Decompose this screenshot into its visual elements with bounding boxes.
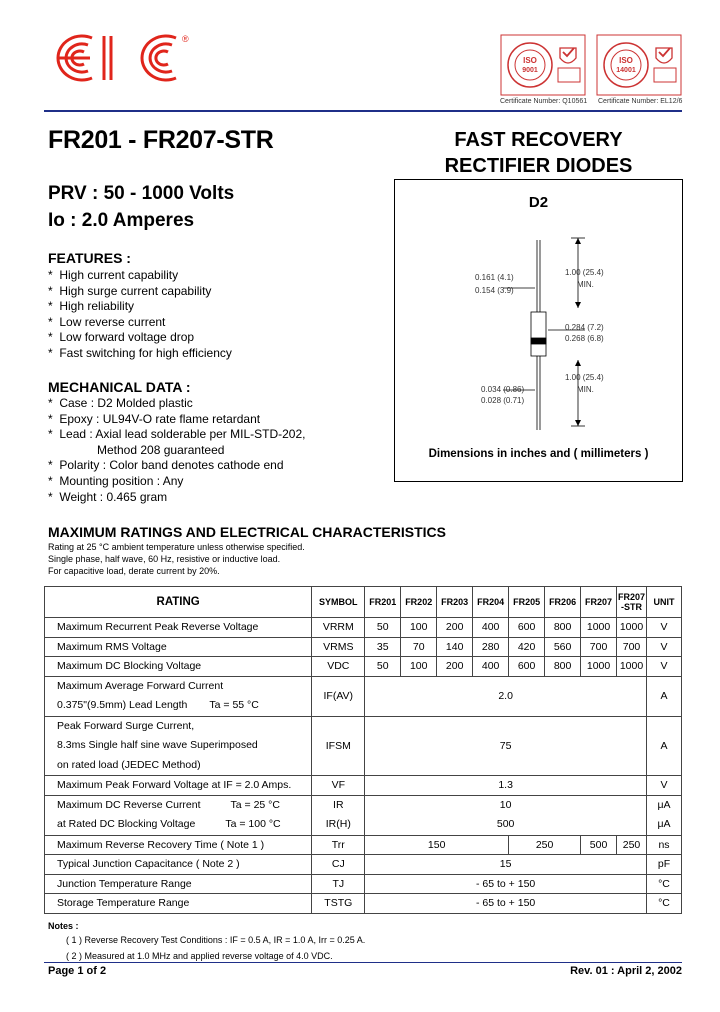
col-part: FR201 (365, 587, 401, 618)
col-part: FR206 (545, 587, 581, 618)
col-part: FR205 (509, 587, 545, 618)
iso9001-cert-number: Certificate Number: Q10561 (500, 98, 588, 105)
package-diagram-box (394, 179, 683, 482)
lead-dia-min-label: 0.154 (3.9) (475, 286, 514, 295)
rating-condition-3: For capacitive load, derate current by 20%. (48, 566, 220, 576)
rating-condition-2: Single phase, half wave, 60 Hz, resistive or inductive load. (48, 554, 281, 564)
lead-dia-max-label: 0.161 (4.1) (475, 273, 514, 282)
list-item: * Fast switching for high efficiency (48, 345, 232, 360)
list-item: * Case : D2 Molded plastic (48, 396, 193, 410)
col-unit: UNIT (647, 587, 682, 618)
header-rule (44, 110, 682, 112)
note-2: ( 2 ) Measured at 1.0 MHz and applied reverse voltage of 4.0 VDC. (66, 951, 333, 961)
io-spec: Io : 2.0 Amperes (48, 210, 195, 231)
prv-spec: PRV : 50 - 1000 Volts (48, 183, 235, 204)
device-type-line2: RECTIFIER DIODES (444, 155, 633, 177)
wire-dia-min-label: 0.028 (0.71) (481, 396, 525, 405)
svg-text:ISO: ISO (619, 56, 633, 65)
list-item: * High reliability (48, 299, 135, 314)
table-row: Maximum DC Reverse Current Ta = 25 °C at Rated DC Blocking Voltage Ta = 100 °C IR IR(H) 10 500 μA μA (45, 795, 682, 835)
col-part-str: FR207 -STR (617, 587, 647, 618)
lead-length-top-min: MIN. (577, 280, 594, 289)
diode-outline-drawing (395, 180, 682, 481)
list-item: * High surge current capability (48, 283, 212, 298)
table-row: Junction Temperature Range TJ - 65 to + 150 °C (45, 874, 682, 894)
col-symbol: SYMBOL (312, 587, 365, 618)
lead-length-top-label: 1.00 (25.4) (565, 268, 604, 277)
dimensions-caption: Dimensions in inches and ( millimeters ) (428, 448, 649, 460)
col-part: FR202 (401, 587, 437, 618)
lead-length-bottom-min: MIN. (577, 385, 594, 394)
list-item: Method 208 guaranteed (97, 442, 225, 457)
svg-text:®: ® (182, 34, 189, 44)
table-row: Maximum RMS Voltage VRMS 35 70 140 280 420 560 700 700 V (45, 637, 682, 657)
list-item: * Low forward voltage drop (48, 330, 195, 345)
eic-logo (44, 28, 194, 86)
table-row: Peak Forward Surge Current, 8.3ms Single half sine wave Superimposed on rated load (JEDEC Method) IFSM 75 A (45, 716, 682, 776)
iso14001-badge (596, 34, 682, 96)
mechanical-list (48, 396, 305, 505)
list-item: * Epoxy : UL94V-O rate flame retardant (48, 411, 261, 426)
col-part: FR203 (437, 587, 473, 618)
table-row: Maximum Reverse Recovery Time ( Note 1 ) Trr 150 250 500 250 ns (45, 835, 682, 855)
list-item: * Lead : Axial lead solderable per MIL-STD-202, (48, 427, 306, 442)
col-rating: RATING (45, 587, 312, 618)
package-name: D2 (528, 194, 549, 211)
table-row: Maximum Recurrent Peak Reverse Voltage VRRM 50 100 200 400 600 800 1000 1000 V (45, 618, 682, 638)
list-item: * Low reverse current (48, 314, 166, 329)
table-row: Storage Temperature Range TSTG - 65 to + 150 °C (45, 894, 682, 914)
notes-heading: Notes : (48, 921, 79, 931)
note-1: ( 1 ) Reverse Recovery Test Conditions : IF = 0.5 A, IR = 1.0 A, Irr = 0.25 A. (66, 935, 366, 945)
list-item: * Weight : 0.465 gram (48, 489, 168, 504)
ratings-table (44, 586, 682, 914)
table-row: Maximum DC Blocking Voltage VDC 50 100 200 400 600 800 1000 1000 V (45, 657, 682, 677)
list-item: * Mounting position : Any (48, 473, 184, 488)
svg-text:14001: 14001 (616, 67, 636, 74)
iso14001-cert-number: Certificate Number: EL12/6 (598, 98, 683, 105)
device-type-line1: FAST RECOVERY (454, 129, 623, 151)
list-item: * High current capability (48, 268, 179, 282)
table-row: Typical Junction Capacitance ( Note 2 ) CJ 15 pF (45, 855, 682, 875)
col-part: FR207 (581, 587, 617, 618)
table-row: Maximum Average Forward Current 0.375"(9.5mm) Lead Length Ta = 55 °C IF(AV) 2.0 A (45, 676, 682, 716)
table-header-row (45, 587, 682, 618)
lead-length-bottom-label: 1.00 (25.4) (565, 373, 604, 382)
footer-rule (44, 962, 682, 963)
part-number-title: FR201 - FR207-STR (48, 126, 274, 154)
revision-date: Rev. 01 : April 2, 2002 (570, 965, 682, 977)
features-heading: FEATURES : (48, 250, 131, 266)
list-item: * Polarity : Color band denotes cathode end (48, 458, 284, 473)
table-row: Maximum Peak Forward Voltage at IF = 2.0 Amps. VF 1.3 V (45, 776, 682, 796)
body-length-max-label: 0.284 (7.2) (565, 323, 604, 332)
mechanical-heading: MECHANICAL DATA : (48, 379, 191, 395)
col-part: FR204 (473, 587, 509, 618)
body-length-min-label: 0.268 (6.8) (565, 334, 604, 343)
svg-text:9001: 9001 (522, 67, 538, 74)
rating-condition-1: Rating at 25 °C ambient temperature unless otherwise specified. (48, 542, 305, 552)
svg-text:ISO: ISO (523, 56, 537, 65)
iso9001-badge (500, 34, 586, 96)
ratings-heading: MAXIMUM RATINGS AND ELECTRICAL CHARACTERISTICS (48, 524, 446, 540)
wire-dia-max-label: 0.034 (0.86) (481, 385, 525, 394)
page-number: Page 1 of 2 (48, 965, 107, 977)
features-list (48, 268, 232, 362)
